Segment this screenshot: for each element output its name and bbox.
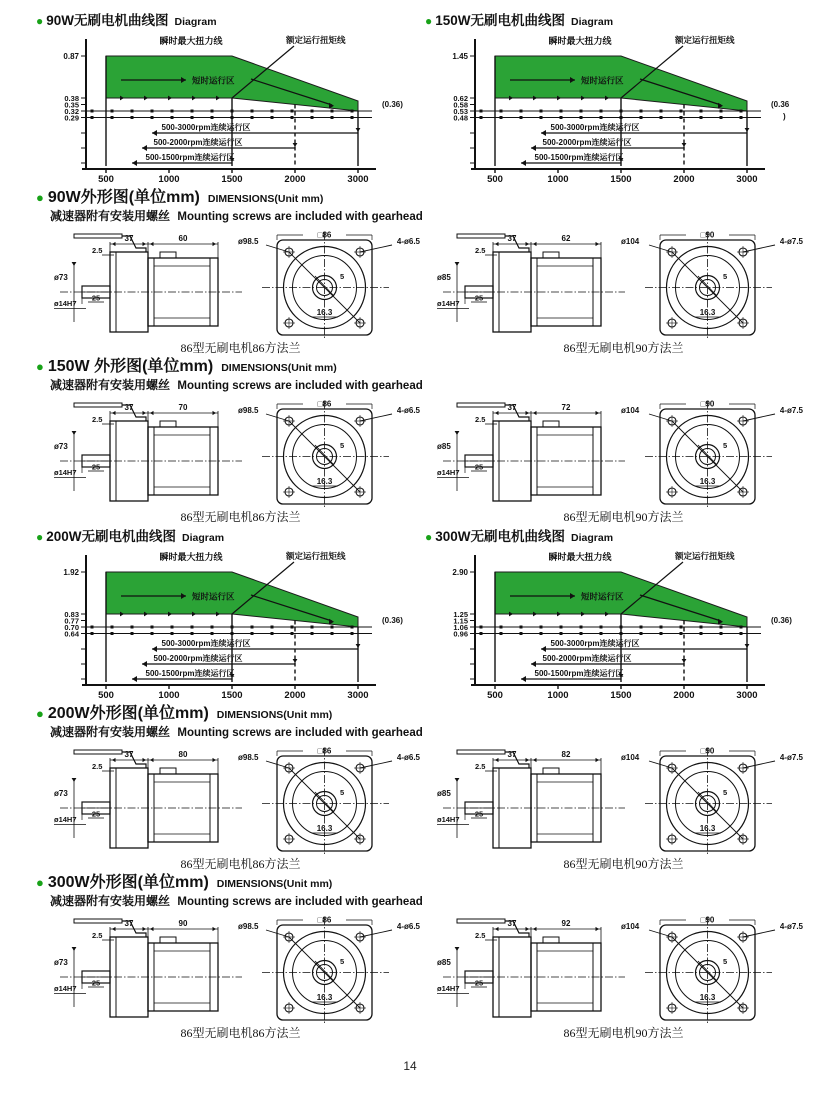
x-axis-label: 1500: [221, 690, 243, 701]
dim-motor-length: 92: [561, 919, 571, 928]
dimension-drawing-86-flange: [52, 395, 427, 513]
dim-key-width: 5: [723, 957, 728, 966]
section-title-zh: 150W 外形图(单位mm): [47, 358, 214, 375]
dim-flange-offset: 2.5: [92, 931, 103, 940]
chart-row-top: [36, 12, 812, 186]
drawing-row: [36, 226, 812, 355]
dim-section-300w: [36, 873, 812, 1040]
x-axis-label: 3000: [736, 690, 758, 701]
dim-shaft-diameter: ø14H7: [437, 815, 460, 824]
end-torque-value: (0.36): [382, 616, 403, 625]
dim-shaft-length: 25: [91, 293, 101, 303]
chart-title-zh: 200W无刷电机曲线图: [46, 529, 177, 544]
section-title: [36, 357, 812, 378]
dim-section-150w: [36, 357, 812, 524]
bullet-icon: ●: [36, 190, 44, 205]
drawing-group-86-flange: [52, 911, 429, 1040]
section-title-zh: 200W外形图(单位mm): [47, 705, 209, 722]
chart-title-zh: 150W无刷电机曲线图: [435, 13, 566, 28]
drawing-group-90-flange: [435, 911, 812, 1040]
subtitle-zh: 减速器附有安装用螺丝: [50, 725, 171, 739]
dim-flange-square: □90: [700, 746, 715, 756]
section-title: [36, 188, 812, 209]
drawing-group-86-flange: [52, 742, 429, 871]
dim-key-width: 5: [723, 441, 728, 450]
dim-shaft-diameter: ø14H7: [54, 299, 77, 308]
x-axis-label: 500: [98, 174, 114, 185]
y-axis-label: 1.06: [453, 622, 468, 632]
section-title-zh: 90W外形图(单位mm): [47, 189, 200, 206]
dim-flange-square: □90: [700, 230, 715, 240]
dim-body-diameter: ø85: [437, 958, 451, 967]
section-title: [36, 704, 812, 725]
dim-shaft-length: 25: [91, 978, 101, 988]
torque-speed-chart-90w: [36, 31, 421, 186]
x-axis-label: 1500: [610, 174, 632, 185]
y-axis-label: 1.25: [453, 609, 468, 619]
bullet-icon: ●: [36, 530, 44, 544]
x-axis-label: 500: [487, 690, 503, 701]
dim-motor-length: 90: [178, 919, 188, 928]
y-axis-label: 0.77: [64, 616, 79, 626]
dim-bolt-circle: ø104: [621, 753, 640, 762]
dim-flange-square: □90: [700, 915, 715, 925]
x-axis-label: 500: [487, 174, 503, 185]
dim-bolt-holes: 4-ø7.5: [779, 753, 803, 762]
short-time-zone-label: 短时运行区: [581, 75, 624, 86]
y-axis-label: 0.35: [64, 100, 79, 110]
x-axis-label: 1000: [158, 174, 180, 185]
dim-bolt-circle: ø104: [621, 406, 640, 415]
bullet-icon: ●: [425, 530, 433, 544]
zone-label: 500-2000rpm连续运行区: [542, 654, 632, 663]
dim-body-diameter: ø73: [54, 789, 68, 798]
bullet-icon: ●: [425, 14, 433, 28]
dimension-drawing-90-flange: [435, 226, 810, 344]
x-axis-label: 1500: [221, 174, 243, 185]
dim-gearhead-length: 37: [507, 919, 517, 928]
dim-flange-square: □86: [317, 230, 332, 240]
dim-gearhead-length: 37: [507, 403, 517, 412]
x-axis-label: 1000: [158, 690, 180, 701]
bullet-icon: ●: [36, 875, 44, 890]
subtitle-en: Mounting screws are included with gearhead: [177, 896, 423, 908]
dim-motor-length: 80: [178, 750, 188, 759]
subtitle-en: Mounting screws are included with gearhead: [177, 211, 423, 223]
section-title: [36, 873, 812, 894]
x-axis-label: 1500: [610, 690, 632, 701]
zone-label: 500-2000rpm连续运行区: [153, 138, 243, 147]
dim-body-diameter: ø85: [437, 273, 451, 282]
end-torque-value: (0.36: [771, 100, 790, 109]
dim-bolt-holes: 4-ø7.5: [779, 237, 803, 246]
dimension-drawing-86-flange: [52, 226, 427, 344]
dim-hub: 16.3: [699, 477, 716, 486]
dim-body-diameter: ø73: [54, 273, 68, 282]
drawing-group-86-flange: [52, 226, 429, 355]
y-axis-label: 0.53: [453, 106, 468, 116]
dim-shaft-diameter: ø14H7: [437, 468, 460, 477]
max-torque-line-label: 瞬时最大扭力线: [548, 552, 612, 562]
chart-300w: [425, 528, 810, 702]
drawing-caption: 86型无刷电机90方法兰: [563, 510, 684, 524]
bullet-icon: ●: [36, 14, 44, 28]
dim-flange-offset: 2.5: [475, 762, 486, 771]
zone-label: 500-1500rpm连续运行区: [534, 153, 624, 162]
dim-shaft-diameter: ø14H7: [54, 984, 77, 993]
dim-motor-length: 62: [561, 234, 571, 243]
subtitle-zh: 减速器附有安装用螺丝: [50, 894, 171, 908]
x-axis-label: 3000: [347, 174, 369, 185]
dim-flange-offset: 2.5: [92, 246, 103, 255]
y-axis-label: 0.83: [64, 609, 79, 619]
chart-200w: [36, 528, 421, 702]
dim-body-diameter: ø85: [437, 789, 451, 798]
dim-gearhead-length: 37: [124, 750, 134, 759]
drawing-caption: 86型无刷电机90方法兰: [563, 857, 684, 871]
dim-bolt-circle: ø104: [621, 922, 640, 931]
dim-motor-length: 60: [178, 234, 188, 243]
dim-bolt-circle: ø98.5: [238, 406, 259, 415]
torque-speed-chart-150w: [425, 31, 810, 186]
subtitle-en: Mounting screws are included with gearhead: [177, 380, 423, 392]
short-time-zone-label: 短时运行区: [192, 75, 235, 86]
dim-gearhead-length: 37: [124, 919, 134, 928]
dim-motor-length: 70: [178, 403, 188, 412]
y-axis-label: 1.15: [453, 616, 468, 626]
x-axis-label: 500: [98, 690, 114, 701]
dim-hub: 16.3: [699, 824, 716, 833]
chart-title-en: Diagram: [174, 16, 217, 28]
rated-torque-line-label: 额定运行扭矩线: [675, 35, 735, 45]
drawing-caption: 86型无刷电机86方法兰: [180, 510, 301, 524]
dim-gearhead-length: 37: [507, 234, 517, 243]
chart-row-bottom: [36, 528, 812, 702]
rated-torque-line-label: 额定运行扭矩线: [675, 551, 735, 561]
drawing-caption: 86型无刷电机90方法兰: [563, 1026, 684, 1040]
dim-flange-offset: 2.5: [475, 246, 486, 255]
torque-speed-chart-200w: [36, 547, 421, 702]
end-torque-value: (0.36): [382, 100, 403, 109]
rated-torque-line-label: 额定运行扭矩线: [286, 551, 346, 561]
subtitle-zh: 减速器附有安装用螺丝: [50, 209, 171, 223]
dim-flange-offset: 2.5: [475, 931, 486, 940]
dim-shaft-diameter: ø14H7: [437, 299, 460, 308]
y-axis-label: 2.90: [452, 568, 468, 577]
dim-gearhead-length: 37: [507, 750, 517, 759]
zone-label: 500-3000rpm连续运行区: [550, 123, 640, 132]
end-torque-value: ): [783, 112, 786, 121]
chart-title: [36, 528, 421, 547]
drawing-caption: 86型无刷电机90方法兰: [563, 341, 684, 355]
page-number: 14: [403, 1059, 417, 1073]
dim-bolt-circle: ø98.5: [238, 753, 259, 762]
drawing-row: [36, 911, 812, 1040]
y-axis-label: 0.64: [64, 629, 79, 639]
dimension-drawing-86-flange: [52, 911, 427, 1029]
rated-torque-line-label: 额定运行扭矩线: [286, 35, 346, 45]
dim-flange-square: □86: [317, 399, 332, 409]
dim-flange-square: □86: [317, 915, 332, 925]
dim-section-200w: [36, 704, 812, 871]
short-time-zone-label: 短时运行区: [581, 591, 624, 602]
x-axis-label: 2000: [284, 174, 306, 185]
dim-flange-square: □90: [700, 399, 715, 409]
x-axis-label: 3000: [347, 690, 369, 701]
section-title-en: DIMENSIONS(Unit mm): [207, 193, 324, 205]
dim-shaft-length: 25: [91, 462, 101, 472]
drawing-row: [36, 742, 812, 871]
x-axis-label: 2000: [284, 690, 306, 701]
zone-label: 500-1500rpm连续运行区: [145, 153, 235, 162]
dimension-drawing-90-flange: [435, 395, 810, 513]
bullet-icon: ●: [36, 706, 44, 721]
dimension-drawing-86-flange: [52, 742, 427, 860]
drawing-group-90-flange: [435, 742, 812, 871]
dim-flange-offset: 2.5: [475, 415, 486, 424]
dim-bolt-holes: 4-ø6.5: [396, 406, 420, 415]
short-time-zone-label: 短时运行区: [192, 591, 235, 602]
chart-title: [425, 528, 810, 547]
dim-shaft-length: 25: [91, 809, 101, 819]
dim-shaft-diameter: ø14H7: [437, 984, 460, 993]
dim-bolt-circle: ø104: [621, 237, 640, 246]
section-title-en: DIMENSIONS(Unit mm): [221, 362, 337, 374]
dim-flange-offset: 2.5: [92, 762, 103, 771]
bullet-icon: ●: [36, 359, 44, 374]
zone-label: 500-2000rpm连续运行区: [153, 654, 243, 663]
dim-shaft-length: 25: [474, 978, 484, 988]
x-axis-label: 1000: [547, 690, 569, 701]
chart-title-en: Diagram: [571, 532, 614, 544]
y-axis-label: 0.38: [64, 93, 79, 103]
y-axis-label: 0.29: [64, 113, 79, 123]
y-axis-label: 0.87: [63, 52, 79, 61]
dim-bolt-holes: 4-ø6.5: [396, 753, 420, 762]
dim-gearhead-length: 37: [124, 403, 134, 412]
y-axis-label: 0.70: [64, 622, 79, 632]
drawing-caption: 86型无刷电机86方法兰: [180, 1026, 301, 1040]
drawing-group-86-flange: [52, 395, 429, 524]
section-subtitle: [36, 894, 812, 910]
dim-hub: 16.3: [316, 477, 333, 486]
dim-bolt-circle: ø98.5: [238, 922, 259, 931]
dim-flange-offset: 2.5: [92, 415, 103, 424]
y-axis-label: 1.92: [63, 568, 79, 577]
dim-hub: 16.3: [699, 308, 716, 317]
dim-body-diameter: ø73: [54, 958, 68, 967]
max-torque-line-label: 瞬时最大扭力线: [159, 552, 223, 562]
zone-label: 500-1500rpm连续运行区: [145, 669, 235, 678]
subtitle-en: Mounting screws are included with gearhead: [177, 727, 423, 739]
dim-bolt-circle: ø98.5: [238, 237, 259, 246]
zone-label: 500-2000rpm连续运行区: [542, 138, 632, 147]
drawing-caption: 86型无刷电机86方法兰: [180, 857, 301, 871]
drawing-group-90-flange: [435, 395, 812, 524]
dim-key-width: 5: [340, 441, 345, 450]
dim-body-diameter: ø85: [437, 442, 451, 451]
drawing-group-90-flange: [435, 226, 812, 355]
chart-150w: [425, 12, 810, 186]
dimension-drawing-90-flange: [435, 911, 810, 1029]
section-title-zh: 300W外形图(单位mm): [47, 874, 209, 891]
y-axis-label: 0.32: [64, 106, 79, 116]
chart-title-en: Diagram: [571, 16, 614, 28]
dim-hub: 16.3: [316, 308, 333, 317]
chart-title-en: Diagram: [182, 532, 225, 544]
dimension-drawing-90-flange: [435, 742, 810, 860]
subtitle-zh: 减速器附有安装用螺丝: [50, 378, 171, 392]
y-axis-label: 0.96: [453, 629, 468, 639]
dim-body-diameter: ø73: [54, 442, 68, 451]
section-title-en: DIMENSIONS(Unit mm): [216, 709, 333, 721]
section-subtitle: [36, 209, 812, 225]
drawing-row: [36, 395, 812, 524]
dim-bolt-holes: 4-ø7.5: [779, 922, 803, 931]
dim-key-width: 5: [340, 957, 345, 966]
x-axis-label: 2000: [673, 174, 695, 185]
max-torque-line-label: 瞬时最大扭力线: [548, 36, 612, 46]
y-axis-label: 1.45: [452, 52, 468, 61]
x-axis-label: 1000: [547, 174, 569, 185]
dim-bolt-holes: 4-ø6.5: [396, 922, 420, 931]
zone-label: 500-3000rpm连续运行区: [550, 639, 640, 648]
y-axis-label: 0.58: [453, 100, 468, 110]
section-subtitle: [36, 725, 812, 741]
zone-label: 500-3000rpm连续运行区: [161, 123, 251, 132]
dim-hub: 16.3: [316, 993, 333, 1002]
x-axis-label: 3000: [736, 174, 758, 185]
dim-bolt-holes: 4-ø7.5: [779, 406, 803, 415]
section-subtitle: [36, 378, 812, 394]
drawing-caption: 86型无刷电机86方法兰: [180, 341, 301, 355]
dim-motor-length: 82: [561, 750, 571, 759]
y-axis-label: 0.48: [453, 113, 468, 123]
y-axis-label: 0.62: [453, 93, 468, 103]
end-torque-value: (0.36): [771, 616, 792, 625]
dim-motor-length: 72: [561, 403, 571, 412]
dim-shaft-diameter: ø14H7: [54, 468, 77, 477]
dim-shaft-diameter: ø14H7: [54, 815, 77, 824]
chart-title: [425, 12, 810, 31]
chart-title-zh: 300W无刷电机曲线图: [435, 529, 566, 544]
dim-key-width: 5: [723, 272, 728, 281]
dim-shaft-length: 25: [474, 293, 484, 303]
dim-shaft-length: 25: [474, 809, 484, 819]
zone-label: 500-1500rpm连续运行区: [534, 669, 624, 678]
dim-key-width: 5: [340, 272, 345, 281]
max-torque-line-label: 瞬时最大扭力线: [159, 36, 223, 46]
dim-gearhead-length: 37: [124, 234, 134, 243]
chart-90w: [36, 12, 421, 186]
torque-speed-chart-300w: [425, 547, 810, 702]
chart-title-zh: 90W无刷电机曲线图: [46, 13, 169, 28]
dim-section-90w: [36, 188, 812, 355]
dim-hub: 16.3: [699, 993, 716, 1002]
zone-label: 500-3000rpm连续运行区: [161, 639, 251, 648]
section-title-en: DIMENSIONS(Unit mm): [216, 878, 333, 890]
x-axis-label: 2000: [673, 690, 695, 701]
dim-shaft-length: 25: [474, 462, 484, 472]
dim-key-width: 5: [723, 788, 728, 797]
dim-flange-square: □86: [317, 746, 332, 756]
chart-title: [36, 12, 421, 31]
dim-hub: 16.3: [316, 824, 333, 833]
dim-key-width: 5: [340, 788, 345, 797]
dim-bolt-holes: 4-ø6.5: [396, 237, 420, 246]
